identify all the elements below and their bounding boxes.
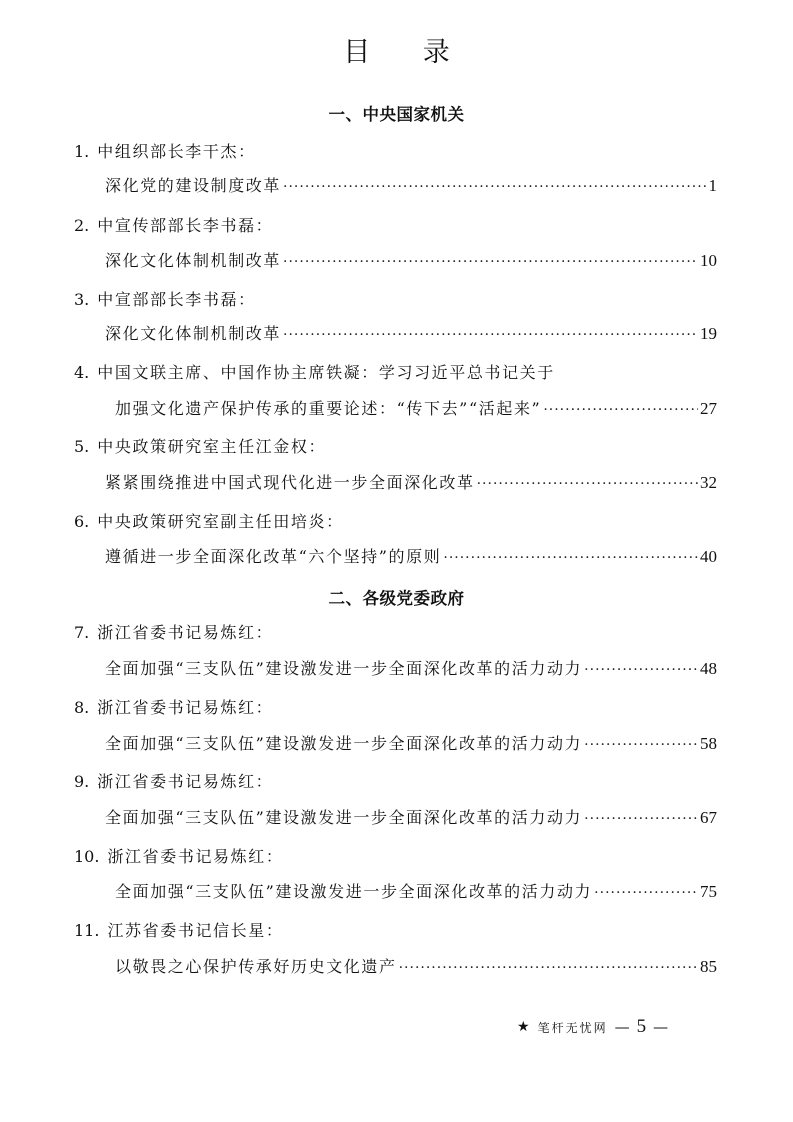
page-title: 目 录 (343, 37, 472, 68)
toc-entry-line[interactable] (105, 806, 717, 830)
toc-entry-line[interactable] (105, 322, 717, 346)
dot-leader (283, 324, 698, 346)
entry-number: 7. (74, 623, 90, 642)
entry-page-number: 1 (708, 176, 717, 195)
entry-author: 中宣部部长李书磊： (97, 290, 256, 309)
toc-entry-heading (74, 435, 326, 459)
entry-title: 紧紧围绕推进中国式现代化进一步全面深化改革 (105, 473, 475, 492)
entry-number: 8. (74, 698, 90, 717)
entry-page-number: 32 (700, 473, 717, 492)
entry-title: 以敬畏之心保护传承好历史文化遗产 (115, 957, 397, 976)
entry-author: 浙江省委书记易炼红： (107, 847, 284, 866)
dot-leader (584, 808, 698, 830)
toc-entry-heading (74, 770, 273, 794)
toc-entry-heading (74, 140, 256, 164)
toc-entry-line[interactable] (105, 471, 717, 495)
entry-number: 4. (74, 363, 90, 382)
dot-leader (543, 399, 698, 421)
toc-entry-line[interactable] (105, 174, 717, 198)
footer-dash-right: — (653, 1018, 669, 1036)
toc-entry-heading (74, 510, 344, 534)
toc-entry-heading (74, 845, 283, 869)
toc-entry-line[interactable] (105, 732, 717, 756)
entry-number: 2. (74, 216, 90, 235)
footer-site-name: 笔杆无忧网 (537, 1020, 608, 1035)
page-footer (517, 1016, 675, 1038)
entry-title: 深化文化体制机制改革 (105, 324, 282, 343)
entry-number: 6. (74, 512, 90, 531)
dot-leader (594, 882, 698, 904)
entry-page-number: 19 (700, 324, 717, 343)
dot-leader (443, 547, 698, 569)
entry-page-number: 40 (700, 547, 717, 566)
toc-entry-line[interactable] (105, 545, 717, 569)
entry-page-number: 85 (700, 957, 717, 976)
entry-author: 浙江省委书记易炼红： (97, 623, 274, 642)
footer-page-number: 5 (636, 1016, 647, 1037)
entry-page-number: 58 (700, 734, 717, 753)
star-icon: ★ (517, 1019, 530, 1035)
entry-page-number: 10 (700, 251, 717, 270)
entry-number: 3. (74, 290, 90, 309)
toc-entry-line[interactable] (105, 657, 717, 681)
entry-page-number: 27 (700, 399, 717, 418)
entry-page-number: 75 (700, 882, 717, 901)
entry-title: 加强文化遗产保护传承的重要论述：“传下去”“活起来” (115, 399, 542, 418)
entry-number: 10. (74, 847, 100, 866)
entry-author: 中宣传部部长李书磊： (97, 216, 274, 235)
entry-author: 中央政策研究室主任江金权： (97, 437, 327, 456)
entry-title: 全面加强“三支队伍”建设激发进一步全面深化改革的活力动力 (115, 882, 593, 901)
toc-entry-line[interactable] (115, 880, 717, 904)
entry-number: 11. (74, 921, 100, 940)
toc-entry-heading (74, 621, 273, 645)
section-heading-central-organs: 一、中央国家机关 (328, 105, 465, 124)
entry-number: 9. (74, 772, 90, 791)
toc-entry-line[interactable] (115, 397, 717, 421)
entry-title: 全面加强“三支队伍”建设激发进一步全面深化改革的活力动力 (105, 734, 583, 753)
entry-author: 中央政策研究室副主任田培炎： (97, 512, 344, 531)
toc-entry-heading (74, 288, 256, 312)
dot-leader (399, 957, 698, 979)
entry-title: 全面加强“三支队伍”建设激发进一步全面深化改革的活力动力 (105, 808, 583, 827)
toc-entry-heading (74, 214, 273, 238)
entry-page-number: 67 (700, 808, 717, 827)
entry-author: 浙江省委书记易炼红： (97, 772, 274, 791)
entry-title: 深化文化体制机制改革 (105, 251, 282, 270)
entry-title: 深化党的建设制度改革 (105, 176, 282, 195)
dot-leader (584, 734, 698, 756)
entry-author: 中组织部长李干杰： (97, 142, 256, 161)
entry-author: 江苏省委书记信长星： (107, 921, 284, 940)
dot-leader (584, 659, 698, 681)
toc-entry-heading (74, 919, 283, 943)
entry-author: 中国文联主席、中国作协主席铁凝：学习习近平总书记关于 (97, 363, 555, 382)
entry-title: 遵循进一步全面深化改革“六个坚持”的原则 (105, 547, 442, 566)
entry-title: 全面加强“三支队伍”建设激发进一步全面深化改革的活力动力 (105, 659, 583, 678)
entry-author: 浙江省委书记易炼红： (97, 698, 274, 717)
footer-dash-left: — (614, 1018, 630, 1036)
section-heading-party-committees: 二、各级党委政府 (328, 589, 465, 608)
dot-leader (283, 251, 698, 273)
entry-number: 1. (74, 142, 90, 161)
entry-page-number: 48 (700, 659, 717, 678)
dot-leader (477, 473, 698, 495)
dot-leader (283, 176, 706, 198)
toc-entry-line[interactable] (115, 955, 717, 979)
toc-entry-line[interactable] (105, 249, 717, 273)
toc-entry-heading (74, 696, 273, 720)
toc-entry-heading (74, 361, 555, 385)
entry-number: 5. (74, 437, 90, 456)
